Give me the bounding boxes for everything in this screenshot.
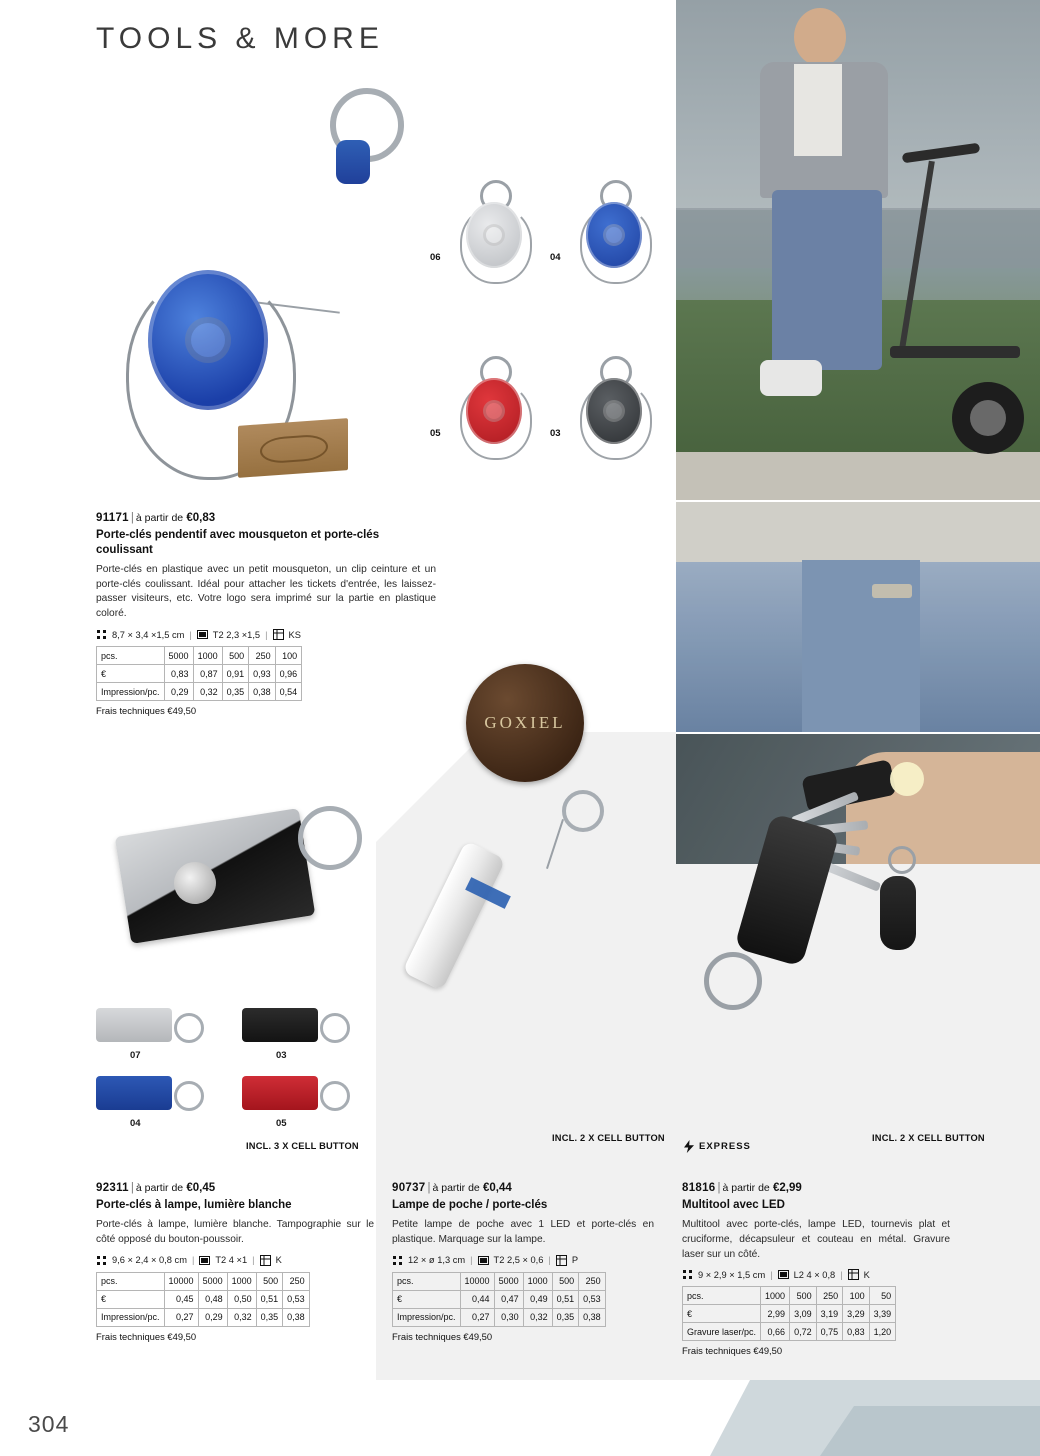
product-from-label: à partir de xyxy=(135,1182,184,1194)
express-badge xyxy=(684,1140,751,1153)
price-table-90737 xyxy=(392,1272,606,1327)
product-block-91171 xyxy=(96,512,436,716)
table-cell: 0,51 xyxy=(256,1290,283,1308)
table-cell: 0,27 xyxy=(164,1308,198,1326)
spec-print-area: T2 2,5 × 0,6 xyxy=(493,1255,544,1265)
table-header-cell: 500 xyxy=(790,1287,817,1305)
product-from-price: €2,99 xyxy=(772,1182,802,1194)
table-header-cell: pcs. xyxy=(97,1272,165,1290)
product-description: Porte-clés en plastique avec un petit mousqueton, un clip ceinture et un porte-clés coulissant. Idéal pour attacher les tickets d'entrée, les laissez-passer visiteurs, etc. Votre logo sera imprimé sur la partie en plastique coloré. xyxy=(96,563,436,620)
table-row-label: Gravure laser/pc. xyxy=(683,1323,761,1341)
product-code-line: 90737 | à partir de €0,44 xyxy=(392,1182,512,1194)
product-block-90737 xyxy=(392,1182,654,1342)
spec-print-area: T2 4 ×1 xyxy=(215,1255,248,1265)
table-cell: 0,38 xyxy=(579,1308,606,1326)
keyring-disc xyxy=(148,270,268,410)
print-method-icon xyxy=(260,1255,271,1266)
product-code: 90737 xyxy=(392,1182,426,1194)
table-header-cell: 250 xyxy=(816,1287,843,1305)
table-row xyxy=(97,1290,310,1308)
spec-print-area: T2 2,3 ×1,5 xyxy=(212,629,261,640)
product-description: Multitool avec porte-clés, lampe LED, tournevis plat et cruciforme, décapsuleur et couteau en métal. Gravure laser sur un côté. xyxy=(682,1218,950,1260)
product-code: 81816 xyxy=(682,1182,716,1194)
table-row xyxy=(683,1323,896,1341)
table-cell: 1,20 xyxy=(869,1323,896,1341)
lamp-body xyxy=(96,1076,172,1110)
product-from-label: à partir de xyxy=(432,1182,480,1194)
table-header-cell: pcs. xyxy=(393,1272,461,1290)
table-header-cell: pcs. xyxy=(683,1287,761,1305)
spec-dimensions: 9,6 × 2,4 × 0,8 cm xyxy=(112,1255,187,1265)
product-image-81816-main xyxy=(694,780,944,1010)
photo-keyring-on-jeans xyxy=(676,502,1040,732)
table-row xyxy=(97,1308,310,1326)
badge-incl-cells-90737: INCL. 2 X CELL BUTTON xyxy=(552,1133,665,1143)
print-area-icon xyxy=(778,1269,789,1280)
product-from-label: à partir de xyxy=(135,512,184,524)
table-cell: 0,49 xyxy=(523,1290,552,1308)
price-table-81816 xyxy=(682,1286,896,1341)
table-header-cell: 50 xyxy=(869,1287,896,1305)
table-cell: 2,99 xyxy=(761,1305,790,1323)
table-header-cell: 100 xyxy=(843,1287,870,1305)
product-image-91171-main xyxy=(118,88,388,418)
badge-incl-cells-81816: INCL. 2 X CELL BUTTON xyxy=(872,1133,985,1143)
dimensions-icon xyxy=(96,1255,107,1266)
table-header-cell: 1000 xyxy=(523,1272,552,1290)
table-cell: 3,29 xyxy=(843,1305,870,1323)
table-cell: 0,83 xyxy=(843,1323,870,1341)
product-title: Porte-clés à lampe, lumière blanche xyxy=(96,1199,292,1211)
table-header-cell: 250 xyxy=(283,1272,310,1290)
spec-print-method: KS xyxy=(288,629,301,640)
table-header-cell: 250 xyxy=(249,647,276,665)
product-code: 91171 xyxy=(96,512,129,524)
color-number-label: 03 xyxy=(276,1050,287,1061)
keyring-ring xyxy=(320,1081,350,1111)
spec-dimensions: 12 × ø 1,3 cm xyxy=(408,1255,466,1265)
color-number-label: 07 xyxy=(130,1050,141,1061)
price-table-92311 xyxy=(96,1272,310,1327)
color-number-label: 05 xyxy=(430,428,441,439)
technical-fees: Frais techniques €49,50 xyxy=(96,1330,197,1342)
table-header-cell: 500 xyxy=(222,647,249,665)
page-footer xyxy=(0,1380,1040,1456)
product-from-price: €0,83 xyxy=(186,512,216,524)
product-code-line: 92311 | à partir de €0,45 xyxy=(96,1182,216,1194)
table-row-label: Impression/pc. xyxy=(393,1308,461,1326)
product-title: Porte-clés pendentif avec mousqueton et porte-clés coulissant xyxy=(96,529,380,556)
table-cell: 0,83 xyxy=(164,665,193,683)
product-code: 92311 xyxy=(96,1182,129,1194)
product-specs: 12 × ø 1,3 cm | T2 2,5 × 0,6 | P xyxy=(392,1255,654,1266)
table-cell: 0,35 xyxy=(256,1308,283,1326)
page-title: TOOLS & MORE xyxy=(96,22,384,55)
product-block-92311 xyxy=(96,1182,374,1342)
keyring-body xyxy=(466,378,522,444)
table-cell: 0,45 xyxy=(164,1290,198,1308)
lightning-bolt-icon xyxy=(684,1140,694,1153)
table-cell: 0,32 xyxy=(227,1308,256,1326)
engraving-sample-disc xyxy=(466,664,584,782)
product-specs: 9,6 × 2,4 × 0,8 cm | T2 4 ×1 | K xyxy=(96,1255,374,1266)
keyring-ring xyxy=(320,1013,350,1043)
color-number-label: 03 xyxy=(550,428,561,439)
footer-decoration-secondary xyxy=(820,1406,1040,1456)
keyring-ring xyxy=(174,1013,204,1043)
product-from-price: €0,45 xyxy=(186,1182,216,1194)
table-cell: 3,09 xyxy=(790,1305,817,1323)
table-cell: 3,39 xyxy=(869,1305,896,1323)
table-cell: 0,51 xyxy=(552,1290,579,1308)
product-title: Lampe de poche / porte-clés xyxy=(392,1199,548,1211)
print-area-icon xyxy=(197,629,208,640)
table-row xyxy=(97,683,302,701)
lamp-body xyxy=(242,1008,318,1042)
table-row xyxy=(97,665,302,683)
product-image-90737-main xyxy=(442,790,642,1020)
color-number-label: 04 xyxy=(130,1118,141,1129)
product-description: Petite lampe de poche avec 1 LED et porte-clés en plastique. Marquage sur la lampe. xyxy=(392,1218,654,1245)
keyring-ring xyxy=(174,1081,204,1111)
table-cell: 0,53 xyxy=(283,1290,310,1308)
product-image-92311-main xyxy=(122,800,372,960)
table-cell: 0,48 xyxy=(198,1290,227,1308)
engraving-glyph xyxy=(260,434,328,465)
table-cell: 0,35 xyxy=(552,1308,579,1326)
print-method-icon xyxy=(848,1269,859,1280)
table-cell: 0,29 xyxy=(198,1308,227,1326)
product-from-price: €0,44 xyxy=(482,1182,512,1194)
photo-man-with-scooter xyxy=(676,0,1040,500)
badge-incl-cells-92311: INCL. 3 X CELL BUTTON xyxy=(246,1141,359,1151)
product-title: Multitool avec LED xyxy=(682,1199,785,1211)
table-row-label: € xyxy=(97,665,165,683)
table-cell: 0,75 xyxy=(816,1323,843,1341)
table-cell: 0,32 xyxy=(193,683,222,701)
technical-fees: Frais techniques €49,50 xyxy=(96,705,197,716)
table-cell: 0,32 xyxy=(523,1308,552,1326)
technical-fees: Frais techniques €49,50 xyxy=(392,1330,493,1342)
print-method-icon xyxy=(556,1255,567,1266)
spec-print-method: K xyxy=(863,1269,870,1280)
product-specs: 8,7 × 3,4 ×1,5 cm | T2 2,3 ×1,5 | KS xyxy=(96,629,436,640)
table-header-cell: 5000 xyxy=(494,1272,523,1290)
multitool-closed-view xyxy=(880,876,916,950)
table-row xyxy=(97,1272,310,1290)
table-header-cell: pcs. xyxy=(97,647,165,665)
page-number: 304 xyxy=(28,1411,70,1437)
technical-fees: Frais techniques €49,50 xyxy=(682,1345,783,1357)
keyring-head xyxy=(336,140,370,184)
product-specs: 9 × 2,9 × 1,5 cm | L2 4 × 0,8 | K xyxy=(682,1269,950,1280)
table-cell: 0,53 xyxy=(579,1290,606,1308)
keyring-ring xyxy=(298,806,362,870)
table-header-cell: 500 xyxy=(552,1272,579,1290)
table-cell: 0,27 xyxy=(460,1308,494,1326)
spec-dimensions: 9 × 2,9 × 1,5 cm xyxy=(698,1269,766,1280)
product-from-label: à partir de xyxy=(722,1182,770,1194)
print-method-icon xyxy=(273,629,284,640)
print-area-icon xyxy=(199,1255,210,1266)
table-header-cell: 1000 xyxy=(193,647,222,665)
table-header-cell: 1000 xyxy=(227,1272,256,1290)
dimensions-icon xyxy=(682,1269,693,1280)
table-row xyxy=(393,1272,606,1290)
spec-print-method: P xyxy=(571,1255,579,1265)
lamp-body xyxy=(96,1008,172,1042)
table-cell: 0,38 xyxy=(283,1308,310,1326)
table-header-cell: 1000 xyxy=(761,1287,790,1305)
color-number-label: 05 xyxy=(276,1118,287,1129)
table-cell: 0,29 xyxy=(164,683,193,701)
table-row-label: € xyxy=(683,1305,761,1323)
table-header-cell: 250 xyxy=(579,1272,606,1290)
table-row xyxy=(683,1305,896,1323)
table-cell: 0,35 xyxy=(222,683,249,701)
keyring-ring xyxy=(562,790,604,832)
table-header-cell: 500 xyxy=(256,1272,283,1290)
keyring-body xyxy=(586,202,642,268)
table-header-cell: 5000 xyxy=(198,1272,227,1290)
print-area-icon xyxy=(478,1255,489,1266)
table-header-cell: 10000 xyxy=(460,1272,494,1290)
color-number-label: 04 xyxy=(550,252,561,263)
dimensions-icon xyxy=(96,629,107,640)
table-header-cell: 100 xyxy=(275,647,302,665)
table-cell: 0,96 xyxy=(275,665,302,683)
product-block-81816 xyxy=(682,1182,950,1356)
keyring-ring xyxy=(704,952,762,1010)
keyring-chain xyxy=(546,819,564,869)
table-cell: 0,47 xyxy=(494,1290,523,1308)
table-row xyxy=(683,1287,896,1305)
table-row xyxy=(393,1308,606,1326)
table-cell: 0,44 xyxy=(460,1290,494,1308)
table-cell: 0,54 xyxy=(275,683,302,701)
dimensions-icon xyxy=(392,1255,403,1266)
product-description: Porte-clés à lampe, lumière blanche. Tampographie sur le côté opposé du bouton-poussoir. xyxy=(96,1218,374,1245)
table-row-label: Impression/pc. xyxy=(97,1308,165,1326)
brand-sample-text: GOXIEL xyxy=(484,713,566,732)
table-header-cell: 10000 xyxy=(164,1272,198,1290)
spec-print-area: L2 4 × 0,8 xyxy=(793,1269,836,1280)
table-cell: 0,50 xyxy=(227,1290,256,1308)
engraving-sample-plate xyxy=(238,418,348,478)
table-cell: 3,19 xyxy=(816,1305,843,1323)
keyring-ring-small xyxy=(888,846,916,874)
keyring-body xyxy=(466,202,522,268)
table-cell: 0,87 xyxy=(193,665,222,683)
table-cell: 0,66 xyxy=(761,1323,790,1341)
table-row xyxy=(97,647,302,665)
product-code-line: 91171 | à partir de €0,83 xyxy=(96,512,216,524)
table-cell: 0,91 xyxy=(222,665,249,683)
price-table-91171 xyxy=(96,646,302,701)
table-row xyxy=(393,1290,606,1308)
table-row-label: € xyxy=(97,1290,165,1308)
spec-print-method: K xyxy=(275,1255,282,1265)
product-code-line: 81816 | à partir de €2,99 xyxy=(682,1182,802,1194)
keyring-body xyxy=(586,378,642,444)
table-cell: 0,30 xyxy=(494,1308,523,1326)
color-number-label: 06 xyxy=(430,252,441,263)
table-cell: 0,72 xyxy=(790,1323,817,1341)
table-row-label: € xyxy=(393,1290,461,1308)
multitool-body xyxy=(734,813,840,967)
spec-dimensions: 8,7 × 3,4 ×1,5 cm xyxy=(112,629,185,640)
table-header-cell: 5000 xyxy=(164,647,193,665)
lamp-body xyxy=(242,1076,318,1110)
table-cell: 0,93 xyxy=(249,665,276,683)
table-cell: 0,38 xyxy=(249,683,276,701)
table-row-label: Impression/pc. xyxy=(97,683,165,701)
express-label: EXPRESS xyxy=(699,1141,751,1152)
